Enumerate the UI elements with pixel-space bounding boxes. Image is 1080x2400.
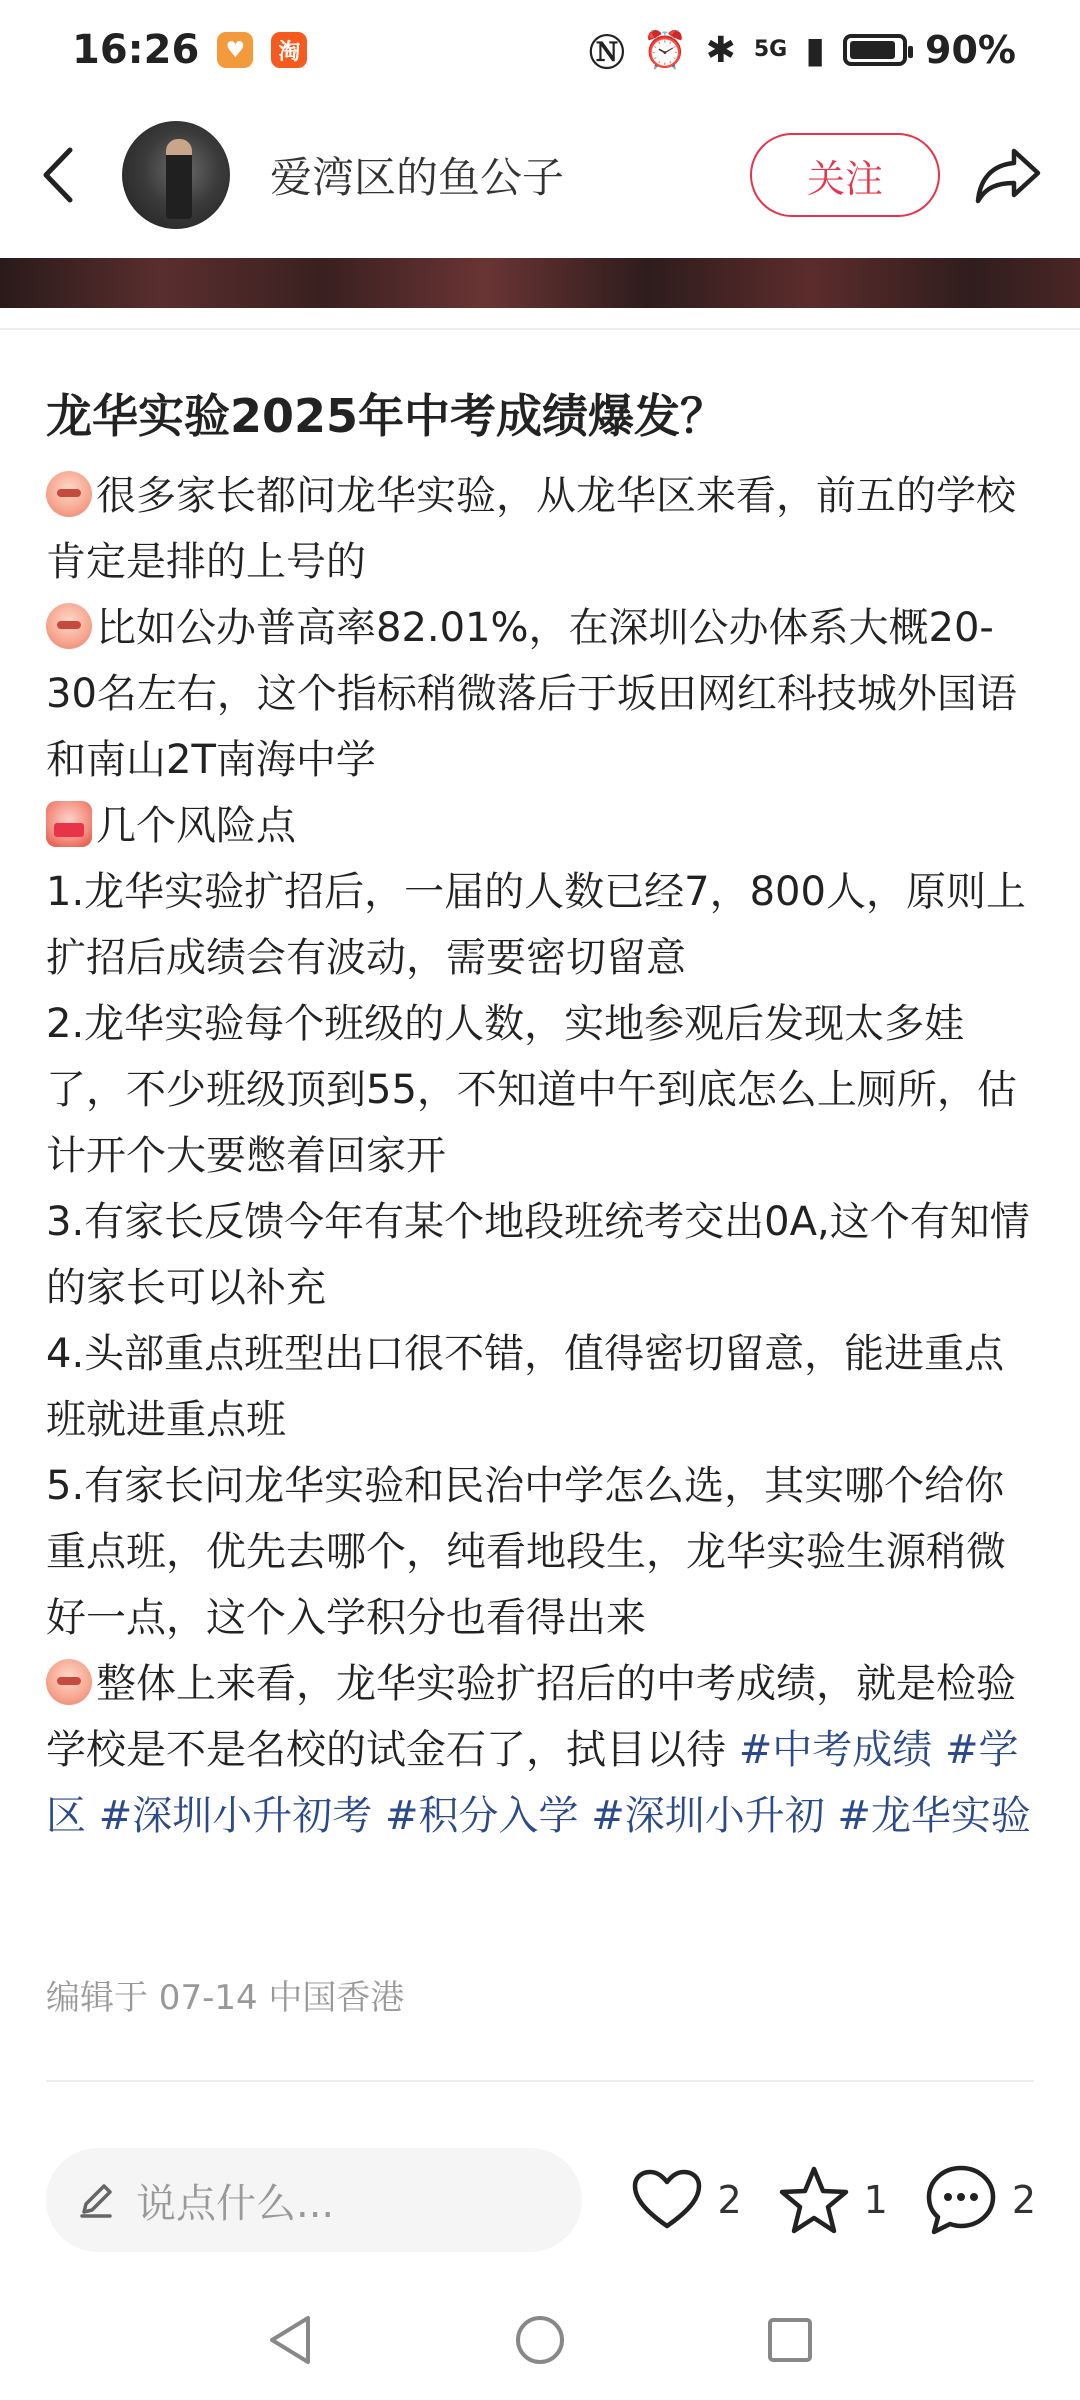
signal-icon: ▮ [805,29,826,71]
divider [0,328,1080,330]
post-paragraph [46,463,1042,595]
nfc-icon: Ⓝ [588,32,625,74]
follow-button[interactable]: 关注 [750,133,940,217]
status-left [72,27,307,73]
nav-back-icon[interactable] [266,2314,314,2366]
like-button[interactable] [631,2168,741,2232]
paragraph-text: 几个风险点 [96,803,296,849]
comment-button[interactable] [924,2164,1036,2236]
bluetooth-icon: ✱ [705,29,736,71]
star-icon [778,2165,850,2235]
paragraph-text: 2.龙华实验每个班级的人数，实地参观后发现太多娃了，不少班级顶到55，不知道中午到底怎么上厕所，估计开个大要憋着回家开 [46,1001,1017,1179]
battery-percent: 90% [925,28,1016,72]
post-body [46,463,1042,1849]
paragraph-text: 整体上来看，龙华实验扩招后的中考成绩，就是检验学校是不是名校的试金石了，拭目以待 [46,1661,1016,1773]
post-title: 龙华实验2025年中考成绩爆发？ [46,389,727,443]
post-paragraph [46,1189,1042,1321]
post-actions [631,2164,1036,2236]
taobao-icon: 淘 [271,32,307,68]
hashtag-link[interactable]: #龙华实验 [837,1793,1031,1839]
nav-recents-icon[interactable] [766,2316,814,2364]
post-paragraph [46,859,1042,991]
share-icon [974,145,1042,205]
paragraph-text: 比如公办普高率82.01%，在深圳公办体系大概20-30名左右，这个指标稍微落后于坂田网红科技城外国语和南山2T南海中学 [46,605,1017,783]
nav-home-icon[interactable] [514,2314,566,2366]
bottom-action-bar [0,2145,1080,2255]
post-paragraph [46,793,1042,859]
system-nav-bar [0,2300,1080,2380]
post-paragraph [46,1321,1042,1453]
comment-input[interactable] [46,2148,582,2252]
face-emoji-icon [46,603,92,649]
status-time: 16:26 [72,27,200,73]
network-label: 5G [753,37,788,62]
back-arrow-icon [40,146,74,204]
collect-count: 1 [863,2178,888,2222]
post-paragraph [46,1651,1042,1849]
face-emoji-icon [46,471,92,517]
edit-info: 编辑于 07-14 中国香港 [46,1978,405,2018]
alarm-icon: ⏰ [642,30,688,71]
hashtag-link[interactable]: #深圳小升初考 [98,1793,373,1839]
author-name[interactable]: 爱湾区的鱼公子 [270,153,565,202]
comment-placeholder: 说点什么... [136,2180,335,2227]
hashtag-link[interactable]: #学区 [46,1727,1019,1839]
paragraph-text: 4.头部重点班型出口很不错，值得密切留意，能进重点班就进重点班 [46,1331,1005,1443]
cover-image-strip[interactable] [0,258,1080,308]
status-bar [0,0,1080,100]
face-emoji-icon [46,1659,92,1705]
back-button[interactable] [40,145,88,205]
status-right [589,25,1016,76]
hashtag-link[interactable]: #积分入学 [384,1793,579,1839]
comment-bubble-icon [924,2164,998,2236]
paragraph-text: 5.有家长问龙华实验和民治中学怎么选，其实哪个给你重点班，优先去哪个，纯看地段生，龙华实验生源稍微好一点，这个入学积分也看得出来 [46,1463,1006,1641]
like-count: 2 [717,2178,742,2222]
paragraph-text: 3.有家长反馈今年有某个地段班统考交出0A,这个有知情的家长可以补充 [46,1199,1030,1311]
comment-count: 2 [1011,2178,1036,2222]
share-button[interactable] [972,139,1044,211]
paragraph-text: 1.龙华实验扩招后，一届的人数已经7，800人，原则上扩招后成绩会有波动，需要密切留意 [46,869,1026,981]
post-paragraph [46,595,1042,793]
heart-icon [631,2168,703,2232]
battery-icon [843,34,907,66]
paragraph-text: 很多家长都问龙华实验，从龙华区来看，前五的学校肯定是排的上号的 [46,473,1016,585]
post-header [0,115,1080,235]
post-paragraph [46,991,1042,1189]
hashtag-link[interactable]: #中考成绩 [738,1727,933,1773]
buy-sticker-icon [46,801,92,847]
collect-button[interactable] [778,2165,888,2235]
post-paragraph [46,1453,1042,1651]
divider [46,2080,1034,2082]
avatar-figure [166,139,192,219]
avatar[interactable] [122,121,230,229]
heart-app-icon: ♥ [217,32,253,68]
pencil-icon [76,2180,116,2220]
hashtag-link[interactable]: #深圳小升初 [591,1793,825,1839]
